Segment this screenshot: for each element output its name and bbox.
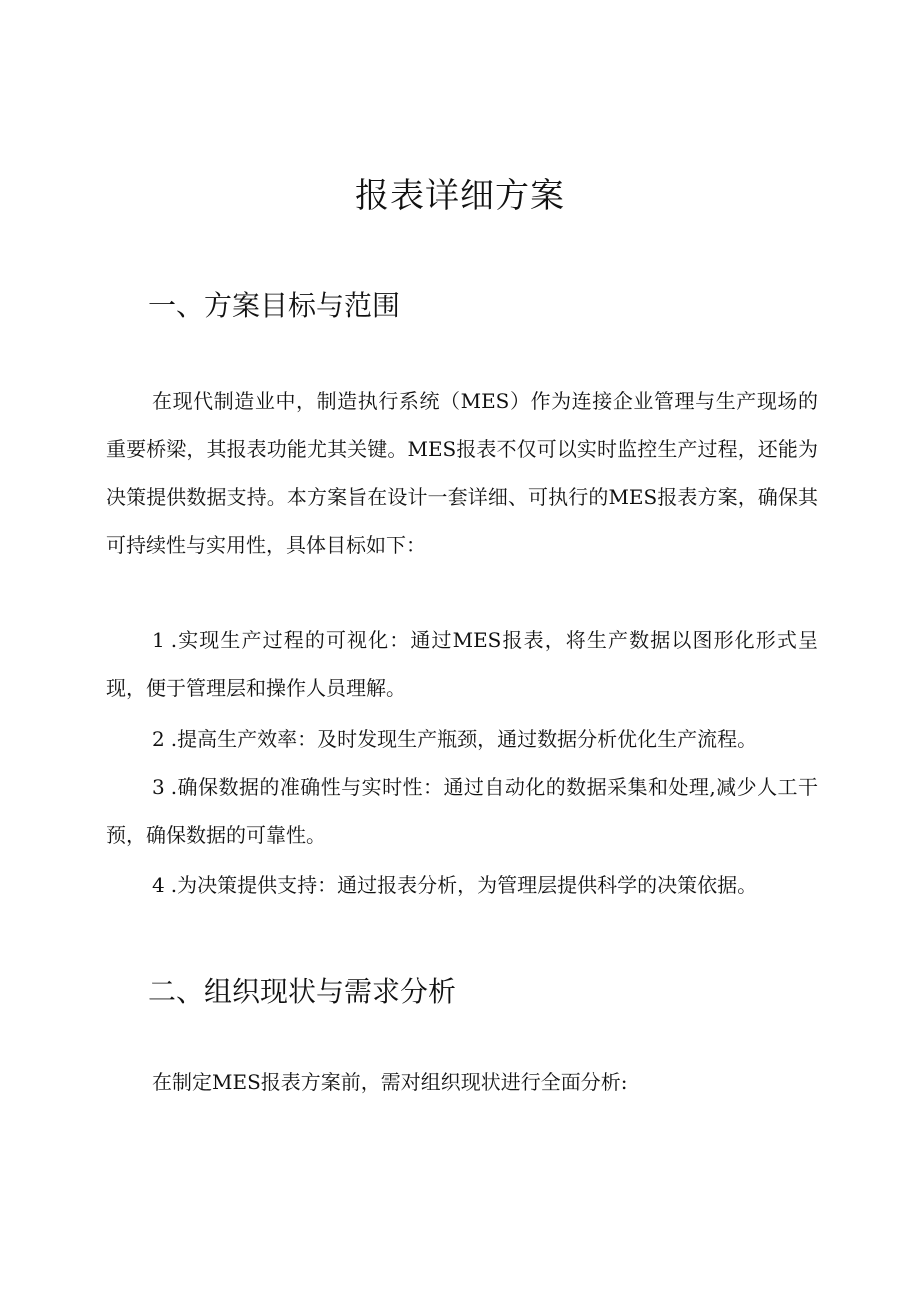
list-item-number: 1 [152,628,165,652]
list-item-number: 3 [152,775,165,799]
section-heading-goals: 一、方案目标与范围 [148,289,401,322]
analysis-lead-paragraph: 在制定MES报表方案前，需对组织现状进行全面分析: [152,1070,628,1094]
list-item [106,763,818,859]
list-item-text: .为决策提供支持：通过报表分析，为管理层提供科学的决策依据。 [170,873,758,897]
intro-paragraph: 在现代制造业中，制造执行系统（MES）作为连接企业管理与生产现场的重要桥梁，其报表功能尤其关键。MES报表不仅可以实时监控生产过程，还能为决策提供数据支持。本方案旨在设计一套详细、可执行的MES报表方案，确保其可持续性与实用性，具体目标如下： [106,389,818,557]
list-item-text: .实现生产过程的可视化：通过MES报表，将生产数据以图形化形式呈现，便于管理层和操作人员理解。 [106,628,818,700]
list-item [106,715,818,763]
list-item-number: 4 [152,873,165,897]
list-item [106,616,818,712]
list-item [106,861,818,909]
section-heading-analysis: 二、组织现状与需求分析 [148,975,457,1008]
list-item-text: .确保数据的准确性与实时性：通过自动化的数据采集和处理,减少人工干预，确保数据的可靠性。 [106,775,818,847]
list-item-text: .提高生产效率：及时发现生产瓶颈，通过数据分析优化生产流程。 [170,727,758,751]
list-item-number: 2 [152,727,165,751]
page-title: 报表详细方案 [355,176,565,216]
